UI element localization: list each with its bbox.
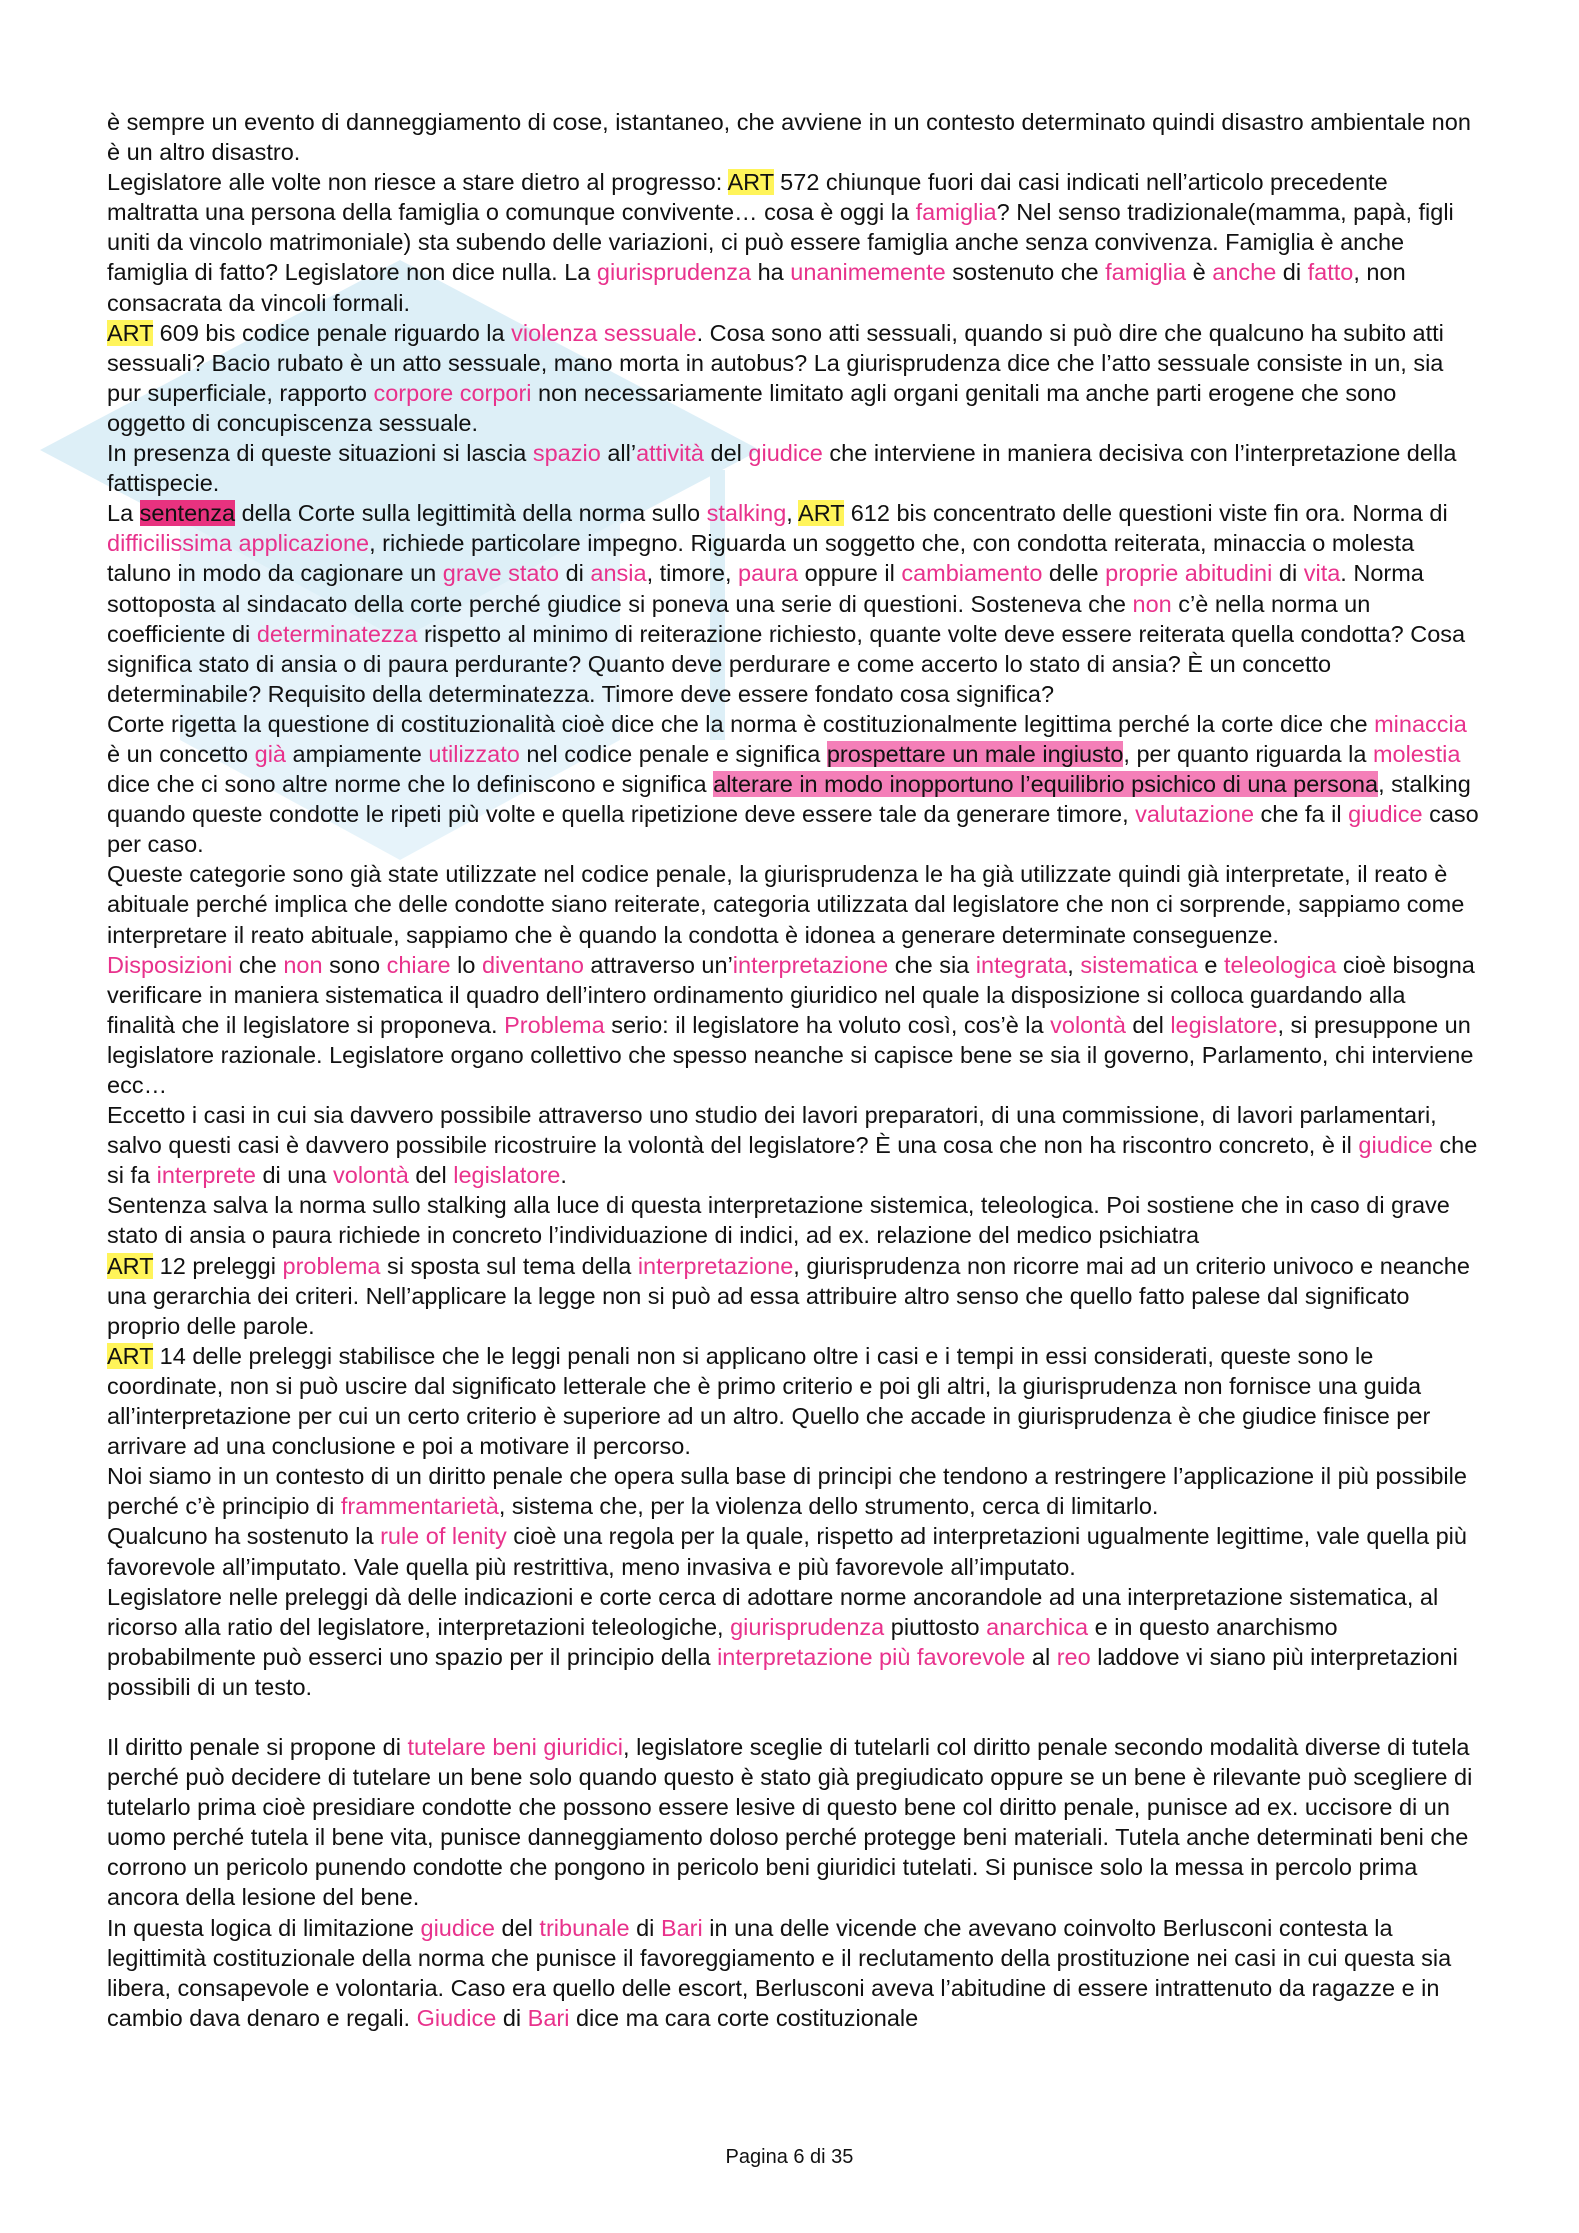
article-marker: ART bbox=[107, 1252, 154, 1279]
highlighted-term: giurisprudenza bbox=[596, 259, 752, 286]
highlighted-term: famiglia bbox=[915, 199, 997, 226]
highlighted-term: spazio bbox=[532, 440, 601, 467]
highlighted-term: interprete bbox=[156, 1162, 256, 1189]
article-marker: ART bbox=[727, 169, 774, 196]
highlighted-term: utilizzato bbox=[428, 740, 520, 767]
text-run: In questa logica di limitazione bbox=[107, 1914, 421, 1941]
text-run: di bbox=[629, 1914, 661, 1941]
text-run: e bbox=[1197, 951, 1224, 978]
paragraph bbox=[107, 950, 1479, 1100]
highlighted-term: Problema bbox=[504, 1011, 605, 1038]
highlighted-term: vita bbox=[1303, 560, 1341, 587]
text-run: che interviene in maniera decisiva con l’interpretazione della fattispecie. bbox=[107, 440, 1457, 497]
text-run: della Corte sulla legittimità della norma sullo bbox=[235, 500, 707, 527]
paragraph bbox=[107, 1100, 1479, 1190]
text-run: in una delle vicende che avevano coinvolto Berlusconi contesta la legittimità costituzionale della norma che punisce il favoreggiamento e il reclutamento della prostituzione nei casi in cui questa sia libera, consapevole e volontaria. Caso era quello delle escort, Berlusconi aveva l’abitudine di essere intrattenuto da ragazze e in cambio dava denaro e regali. bbox=[107, 1914, 1452, 2031]
text-run: si sposta sul tema della bbox=[380, 1252, 638, 1279]
highlighted-term: Bari bbox=[527, 2004, 570, 2031]
text-run: Sentenza salva la norma sullo stalking alla luce di questa interpretazione sistemica, teleologica. Poi sostiene che in caso di grave stato di ansia o paura richiede in concreto l’individuazione di indici, ad ex. relazione del medico psichiatra bbox=[107, 1192, 1450, 1249]
text-run: al bbox=[1025, 1643, 1057, 1670]
text-run: è bbox=[1186, 259, 1213, 286]
highlighted-term: valutazione bbox=[1135, 801, 1255, 828]
highlighted-term: interpretazione più favorevole bbox=[717, 1643, 1026, 1670]
text-run: è un concetto bbox=[107, 740, 255, 767]
text-run: 612 bis concentrato delle questioni viste fin ora. Norma di bbox=[844, 500, 1448, 527]
text-run: del bbox=[495, 1914, 540, 1941]
text-run: caso per caso. bbox=[107, 801, 1479, 858]
text-run: del bbox=[408, 1162, 454, 1189]
highlighted-term: reo bbox=[1056, 1643, 1091, 1670]
text-run: e in questo anarchismo probabilmente può esserci uno spazio per il principio della bbox=[107, 1613, 1338, 1670]
highlighted-term: paura bbox=[738, 560, 799, 587]
paragraph bbox=[107, 1521, 1479, 1581]
text-run: c’è nella norma un coefficiente di bbox=[107, 590, 1371, 647]
text-run: delle bbox=[1042, 560, 1106, 587]
text-run: 14 delle preleggi stabilisce che le leggi penali non si applicano oltre i casi e i tempi in essi considerati, queste sono le coordinate, non si può uscire dal significato letterale che è primo criterio e poi gli altri, la giurisprudenza non fornisce una guida all’interpretazione per cui un certo criterio è superiore ad un altro. Quello che accade in giurisprudenza è che giudice finisce per arrivare ad una conclusione e poi a motivare il percorso. bbox=[107, 1342, 1431, 1460]
text-run: Corte rigetta la questione di costituzionalità cioè dice che la norma è costituzionalmente legittima perché la corte dice che bbox=[107, 710, 1375, 737]
text-run: . Cosa sono atti sessuali, quando si può dire che qualcuno ha subito atti sessuali? Bacio rubato è un atto sessuale, mano morta in autobus? La giurisprudenza dice che l’atto sessuale consiste in un, sia pur superficiale, rapporto bbox=[107, 319, 1444, 406]
text-run: , per quanto riguarda la bbox=[1123, 740, 1373, 767]
text-run: Qualcuno ha sostenuto la bbox=[107, 1523, 381, 1550]
highlighted-term: anarchica bbox=[986, 1613, 1089, 1640]
highlighted-term: grave stato bbox=[442, 560, 560, 587]
paragraph bbox=[107, 1251, 1479, 1341]
highlighted-term: integrata bbox=[975, 951, 1068, 978]
text-run: Eccetto i casi in cui sia davvero possibile attraverso uno studio dei lavori preparatori, di una commissione, di lavori parlamentari, salvo questi casi è davvero possibile ricostruire la volontà del legislatore? È una cosa che non ha riscontro concreto, è il bbox=[107, 1102, 1437, 1159]
highlighted-term: cambiamento bbox=[901, 560, 1043, 587]
text-run: che si fa bbox=[107, 1132, 1478, 1189]
paragraph bbox=[107, 1341, 1479, 1461]
highlighted-term: Bari bbox=[660, 1914, 703, 1941]
text-run: , si presuppone un legislatore razionale. Legislatore organo collettivo che spesso neanche si capisce bene se sia il governo, Parlamento, chi interviene ecc… bbox=[107, 1011, 1474, 1098]
highlighted-term: frammentarietà bbox=[340, 1493, 499, 1520]
text-run: , richiede particolare impegno. Riguarda un soggetto che, con condotta reiterata, minaccia o molesta taluno in modo da cagionare un bbox=[107, 530, 1415, 587]
text-run: laddove vi siano più interpretazioni possibili di un testo. bbox=[107, 1643, 1458, 1700]
text-run: cioè bisogna verificare in maniera sistematica il quadro dell’intero ordinamento giuridico nel quale la disposizione si colloca guardando alla finalità che il legislatore si proponeva. bbox=[107, 951, 1475, 1038]
highlighted-term: interpretazione bbox=[732, 951, 889, 978]
highlighted-term: tribunale bbox=[539, 1914, 630, 1941]
highlighted-term: teleologica bbox=[1224, 951, 1337, 978]
text-run: ha bbox=[751, 259, 791, 286]
text-run: , stalking quando queste condotte le ripeti più volte e quella ripetizione deve essere tale da generare timore, bbox=[107, 771, 1471, 828]
text-run: Il diritto penale si propone di bbox=[107, 1733, 408, 1760]
highlighted-term: non bbox=[1132, 590, 1172, 617]
highlighted-term: chiare bbox=[386, 951, 451, 978]
text-run: Noi siamo in un contesto di un diritto penale che opera sulla base di principi che tendono a restringere l’applicazione il più possibile perché c’è principio di bbox=[107, 1463, 1467, 1520]
text-run: lo bbox=[450, 951, 482, 978]
text-run: , bbox=[1067, 951, 1081, 978]
text-run: Legislatore nelle preleggi dà delle indicazioni e corte cerca di adottare norme ancorandole ad una interpretazione sistematica, al ricorso alla ratio del legislatore, interpretazioni teleologiche, bbox=[107, 1583, 1439, 1640]
highlighted-term: famiglia bbox=[1105, 259, 1187, 286]
text-run: del bbox=[703, 440, 749, 467]
text-run: rispetto al minimo di reiterazione richiesto, quante volte deve essere reiterata quella condotta? Cosa significa stato di ansia o di paura perdurante? Quanto deve perdurare e come accerto lo stato di ansia? È un concetto determinabile? Requisito della determinatezza. Timore deve essere fondato cosa significa? bbox=[107, 620, 1466, 707]
highlighted-term: giudice bbox=[748, 440, 823, 467]
text-run: ? Nel senso tradizionale(mamma, papà, figli uniti da vincolo matrimoniale) sta subendo delle variazioni, ci può essere famiglia anche senza convivenza. Famiglia è anche famiglia di fatto? Legislatore non dice nulla. La bbox=[107, 199, 1454, 286]
text-run: cioè una regola per la quale, rispetto ad interpretazioni ugualmente legittime, vale quella più favorevole all’imputato. Vale quella più restrittiva, meno invasiva e più favorevole all’imputato. bbox=[107, 1523, 1467, 1580]
text-run: 609 bis codice penale riguardo la bbox=[153, 319, 512, 346]
text-run: , legislatore sceglie di tutelarli col diritto penale secondo modalità diverse di tutela perché può decidere di tutelare un bene solo quando questo è stato già pregiudicato oppure se un bene è rilevante può scegliere di tutelarlo prima cioè presidiare condotte che possono essere lesive di questo bene col diritto penale, punisce ad ex. uccisore di un uomo perché tutela il bene vita, punisce danneggiamento doloso perché protegge beni materiali. Tutela anche determinati beni che corrono un pericolo punendo condotte che pongono in pericolo beni giuridici tutelati. Si punisce solo la messa in percolo prima ancora della lesione del bene. bbox=[107, 1733, 1473, 1911]
text-run: attraverso un’ bbox=[583, 951, 733, 978]
highlighted-term: volontà bbox=[1050, 1011, 1126, 1038]
document-body bbox=[107, 107, 1479, 2033]
highlighted-term: fatto bbox=[1307, 259, 1354, 286]
text-run: di bbox=[496, 2004, 528, 2031]
highlighted-term: giurisprudenza bbox=[730, 1613, 885, 1640]
text-run: oppure il bbox=[798, 560, 902, 587]
text-run: . Norma sottoposta al sindacato della corte perché giudice si poneva una serie di questioni. Sosteneva che bbox=[107, 560, 1424, 617]
text-run: piuttosto bbox=[884, 1613, 987, 1640]
highlighted-term: rule of lenity bbox=[380, 1523, 507, 1550]
highlighted-term: ansia bbox=[590, 560, 647, 587]
highlighted-term: giudice bbox=[1358, 1132, 1433, 1159]
text-run: , bbox=[786, 500, 799, 527]
text-run: , giurisprudenza non ricorre mai ad un criterio univoco e neanche una gerarchia dei criteri. Nell’applicare la legge non si può ad essa attribuire altro senso che quello fatto palese dal significato proprio delle parole. bbox=[107, 1252, 1470, 1339]
text-run: , non consacrata da vincoli formali. bbox=[107, 259, 1406, 316]
text-run: In presenza di queste situazioni si lascia bbox=[107, 440, 533, 467]
text-run: sono bbox=[322, 951, 387, 978]
text-run: di bbox=[1272, 560, 1304, 587]
highlighted-term: problema bbox=[282, 1252, 381, 1279]
article-marker: ART bbox=[107, 1342, 154, 1369]
text-run: che sia bbox=[888, 951, 976, 978]
text-run: all’ bbox=[600, 440, 637, 467]
text-run: 12 preleggi bbox=[153, 1252, 283, 1279]
text-run: dice ma cara corte costituzionale bbox=[569, 2004, 919, 2031]
article-marker: ART bbox=[798, 500, 845, 527]
paragraph bbox=[107, 709, 1479, 859]
text-run: ampiamente bbox=[286, 740, 429, 767]
highlighted-term: Disposizioni bbox=[107, 951, 233, 978]
text-run: , sistema che, per la violenza dello strumento, cerca di limitarlo. bbox=[498, 1493, 1159, 1520]
paragraph bbox=[107, 1190, 1479, 1250]
highlighted-term: corpore corpori bbox=[373, 379, 532, 406]
marked-keyword: sentenza bbox=[139, 500, 236, 527]
highlighted-term: giudice bbox=[1348, 801, 1423, 828]
highlighted-term: violenza sessuale bbox=[511, 319, 697, 346]
highlighted-term: tutelare beni giuridici bbox=[407, 1733, 624, 1760]
text-run: 572 chiunque fuori dai casi indicati nell’articolo precedente maltratta una persona della famiglia o comunque convivente… cosa è oggi la bbox=[107, 169, 1388, 226]
text-run: dice che ci sono altre norme che lo definiscono e significa bbox=[107, 771, 714, 798]
paragraph bbox=[107, 498, 1479, 709]
highlighted-term: sistematica bbox=[1080, 951, 1198, 978]
text-run: di una bbox=[255, 1162, 334, 1189]
highlighted-term: minaccia bbox=[1374, 710, 1467, 737]
text-run: Queste categorie sono già state utilizzate nel codice penale, la giurisprudenza le ha già utilizzate quindi già interpretate, il reato è abituale perché implica che delle condotte siano reiterate, categoria utilizzata dal legislatore che non ci sorprende, sappiamo come interpretare il reato abituale, sappiamo che è quando la condotta è idonea a generare determinate conseguenze. bbox=[107, 861, 1465, 948]
text-run: . bbox=[560, 1162, 567, 1189]
highlighted-term: legislatore bbox=[453, 1162, 561, 1189]
text-run: , timore, bbox=[646, 560, 739, 587]
highlighted-term: attività bbox=[636, 440, 704, 467]
paragraph bbox=[107, 1913, 1479, 2033]
highlighted-term: volontà bbox=[333, 1162, 409, 1189]
article-marker: ART bbox=[107, 319, 154, 346]
page-number: Pagina 6 di 35 bbox=[725, 2146, 854, 2168]
highlighted-term: unanimemente bbox=[790, 259, 946, 286]
text-run: è sempre un evento di danneggiamento di cose, istantaneo, che avviene in un contesto determinato quindi disastro ambientale non è un altro disastro. bbox=[107, 109, 1471, 166]
text-run: nel codice penale e significa bbox=[519, 740, 827, 767]
paragraph bbox=[107, 1582, 1479, 1702]
highlighted-term: stalking bbox=[706, 500, 787, 527]
highlighted-term: molestia bbox=[1372, 740, 1461, 767]
highlighted-term: proprie abitudini bbox=[1105, 560, 1273, 587]
text-run: sostenuto che bbox=[945, 259, 1106, 286]
highlighted-term: Giudice bbox=[416, 2004, 497, 2031]
highlighted-term: legislatore bbox=[1170, 1011, 1278, 1038]
highlighted-term: diventano bbox=[481, 951, 584, 978]
paragraph bbox=[107, 1461, 1479, 1521]
marked-phrase: prospettare un male ingiusto bbox=[826, 740, 1124, 767]
paragraph bbox=[107, 1732, 1479, 1913]
text-run: che bbox=[232, 951, 284, 978]
paragraph bbox=[107, 318, 1479, 438]
marked-phrase: alterare in modo inopportuno l’equilibrio psichico di una persona bbox=[713, 771, 1379, 798]
paragraph bbox=[107, 859, 1479, 949]
highlighted-term: determinatezza bbox=[256, 620, 418, 647]
highlighted-term: anche bbox=[1212, 259, 1277, 286]
text-run: di bbox=[1276, 259, 1308, 286]
paragraph bbox=[107, 438, 1479, 498]
text-run: serio: il legislatore ha voluto così, cos’è la bbox=[604, 1011, 1051, 1038]
highlighted-term: giudice bbox=[420, 1914, 495, 1941]
text-run: non necessariamente limitato agli organi genitali ma anche parti erogene che sono oggetto di concupiscenza sessuale. bbox=[107, 379, 1397, 436]
highlighted-term: non bbox=[283, 951, 323, 978]
text-run: Legislatore alle volte non riesce a stare dietro al progresso: bbox=[107, 169, 728, 196]
text-run: del bbox=[1125, 1011, 1171, 1038]
highlighted-term: interpretazione bbox=[637, 1252, 794, 1279]
paragraph bbox=[107, 107, 1479, 167]
text-run: di bbox=[559, 560, 591, 587]
highlighted-term: già bbox=[254, 740, 287, 767]
text-run: La bbox=[107, 500, 140, 527]
paragraph bbox=[107, 167, 1479, 317]
highlighted-term: difficilissima applicazione bbox=[107, 530, 370, 557]
text-run: che fa il bbox=[1254, 801, 1349, 828]
